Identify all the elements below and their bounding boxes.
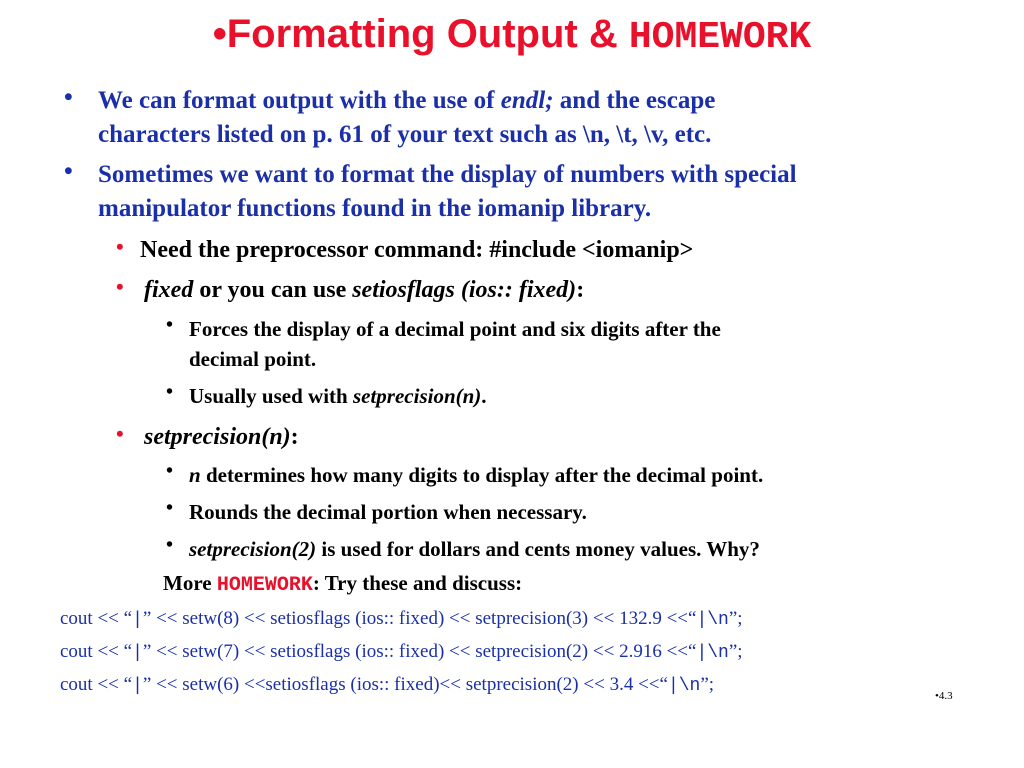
fixed-detail-line-2: decimal point. [189, 347, 317, 371]
sub-bullet-fixed [144, 274, 584, 306]
code-part: ”; [728, 608, 743, 629]
bullet-dot: • [116, 234, 124, 259]
sub-bullet-include: Need the preprocessor command: #include <iomanip> [140, 237, 694, 263]
text: setprecision(n) [144, 424, 291, 450]
sub-bullet-setprecision [144, 421, 299, 453]
bullet-1-line-1 [98, 84, 715, 118]
more-homework-line [163, 568, 522, 601]
text: : [576, 277, 585, 303]
text: setiosflags (ios:: fixed) [352, 277, 577, 303]
text: More [163, 571, 217, 595]
bullet-dot: • [64, 158, 73, 185]
text: : Try these and discuss: [312, 571, 523, 595]
bullet-dot: • [116, 274, 124, 299]
bullet-dot: • [116, 421, 124, 446]
code-part: |\n [696, 643, 729, 663]
code-part: ” << setw(8) << setiosflags (ios:: fixed) << setprecision(3) << 132.9 <<“ [142, 608, 697, 629]
text: . [481, 384, 487, 408]
text: is used for dollars and cents money values. Why? [316, 537, 760, 561]
homework-word: HOMEWORK [216, 574, 313, 597]
code-part: cout << “ [60, 608, 133, 629]
code-part: cout << “ [60, 674, 133, 695]
bullet-dot: • [166, 534, 174, 556]
title-homework: HOMEWORK [628, 16, 812, 59]
bullet-dot: • [166, 460, 174, 482]
code-part: | [132, 676, 143, 696]
text: and the escape [553, 87, 716, 114]
bullet-dot: • [166, 314, 174, 336]
fixed-detail-usage [189, 381, 487, 411]
code-part: ” << setw(6) <<setiosflags (ios:: fixed)<< setprecision(2) << 3.4 <<“ [142, 674, 668, 695]
slide-title [0, 10, 1024, 62]
bullet-dot: • [64, 84, 73, 111]
text: : [290, 424, 299, 450]
text: Usually used with [189, 384, 353, 408]
setprecision-detail-2: Rounds the decimal portion when necessary. [189, 500, 587, 524]
slide-number: •4.3 [935, 690, 953, 702]
bullet-dot: • [166, 497, 174, 519]
code-line-3 [60, 672, 714, 699]
bullet-2-line-2: manipulator functions found in the iomanip library. [98, 195, 652, 222]
code-line-2 [60, 639, 743, 666]
code-part: ” << setw(7) << setiosflags (ios:: fixed) << setprecision(2) << 2.916 <<“ [142, 641, 697, 662]
code-part: |\n [696, 610, 729, 630]
text: or you can use [193, 277, 353, 303]
bullet-1-line-2: characters listed on p. 61 of your text such as \n, \t, \v, etc. [98, 121, 712, 148]
text: n [189, 463, 201, 487]
code-line-1 [60, 606, 743, 633]
code-part: ”; [728, 641, 743, 662]
bullet-dot: • [166, 381, 174, 403]
title-prefix: •Formatting Output & [212, 12, 629, 56]
text: setprecision(n) [352, 384, 482, 408]
code-part: ”; [700, 674, 715, 695]
setprecision-detail-3 [189, 534, 760, 564]
code-part: | [132, 643, 143, 663]
code-part: cout << “ [60, 641, 133, 662]
text: setprecision(2) [189, 537, 317, 561]
code-part: | [132, 610, 143, 630]
bullet-2-line-1: Sometimes we want to format the display of numbers with special [98, 161, 797, 188]
endl-text: endl; [500, 87, 554, 114]
text: fixed [144, 277, 194, 303]
setprecision-detail-1 [189, 460, 763, 490]
code-part: |\n [667, 676, 701, 696]
text: determines how many digits to display after the decimal point. [200, 463, 764, 487]
fixed-detail-line-1: Forces the display of a decimal point and six digits after the [189, 317, 721, 341]
text: We can format output with the use of [98, 87, 501, 114]
